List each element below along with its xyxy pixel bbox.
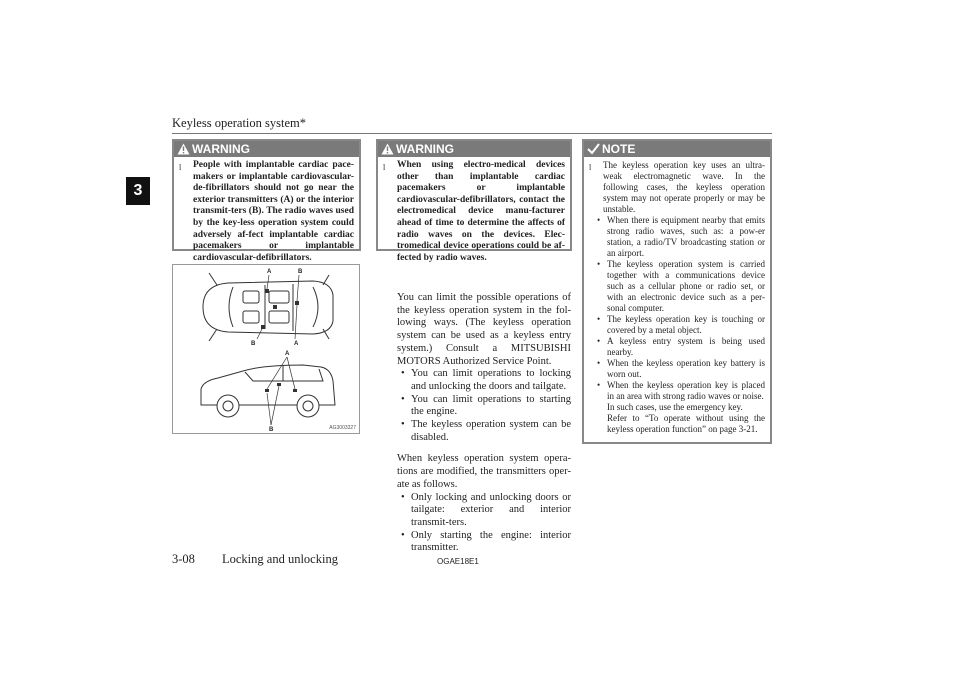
note-list-item: • When the keyless operation key is placed in an area with strong radio waves or noise. — [597, 380, 765, 401]
list-item: • You can limit operations to starting the engine. — [401, 393, 571, 418]
car-illustration — [173, 265, 359, 433]
label-a: A — [294, 341, 299, 347]
warning-header — [174, 141, 359, 157]
chapter-tab: 3 — [126, 177, 150, 205]
warning-box-pacemaker — [172, 139, 361, 263]
label-b: B — [298, 269, 303, 275]
warning-text: People with implantable cardiac pace-makers or implantable cardiovascular-de-fibrillators should not go near the exterior transmitters (A) or the interior transmit-ters (B). The radio waves used by the key-less operation system could adversely af-fect implantable cardiac pacemakers or implantable cardiovascular-defibrillators. — [193, 160, 354, 263]
note-intro: The keyless operation key uses an ultra-weak electromagnetic wave. In the following cases, the keyless operation system may not operate properly or may be unstable. — [603, 160, 765, 214]
note-header — [584, 141, 770, 157]
bullet: l — [589, 163, 592, 172]
note-list-item: • The keyless operation system is carried together with a communications device such as a cellular phone or radio set, or with an electronic device such as a per-sonal computer. — [597, 259, 765, 313]
warning-label: WARNING — [396, 142, 454, 156]
document-code: OGAE18E1 — [437, 557, 479, 566]
list-item: • Only starting the engine: interior transmitter. — [401, 529, 571, 554]
warning-box-electromedical — [376, 139, 572, 263]
section-name: Locking and unlocking — [222, 552, 338, 566]
paragraph: You can limit the possible operations of the keyless operation system in the fol-lowing ways. (The keyless operation system can be used as a keyless entry system.) Consult a MITSUBISHI MOTORS Authorized Service Point. — [397, 292, 571, 367]
note-check-icon — [587, 143, 600, 155]
paragraph: When keyless operation system opera-tions are modified, the transmitters oper-ate as follows. — [397, 453, 571, 490]
warning-header — [378, 141, 570, 157]
note-box — [582, 139, 772, 444]
header-rule — [172, 133, 772, 134]
page-number: 3-08 — [172, 552, 195, 566]
note-list-item: • The keyless operation key is touching or covered by a metal object. — [597, 314, 765, 335]
warning-triangle-icon — [177, 143, 190, 155]
list-item: • The keyless operation system can be disabled. — [401, 419, 571, 443]
bullet: l — [383, 163, 386, 172]
warning-text: When using electro-medical devices other than implantable cardiac pacemakers or implantable cardiovascular-defibrillators, contact the electromedical device manu-facturer ahead of time to determine the affects of radio waves on the devices. Elec-tromedical device operations could be af-fected by radio waves. — [397, 160, 565, 263]
page-header-title: Keyless operation system* — [172, 116, 307, 130]
label-a: A — [267, 269, 272, 275]
note-list-item: • When the keyless operation key battery is worn out. — [597, 358, 765, 379]
body-text-column — [397, 292, 571, 555]
list-item: • Only locking and unlocking doors or tailgate: exterior and interior transmit-ters. — [401, 491, 571, 528]
label-b: B — [269, 427, 274, 433]
transmitter-location-figure — [172, 264, 360, 434]
note-followup: In such cases, use the emergency key. — [607, 402, 743, 412]
note-list-item: • When there is equipment nearby that emits strong radio waves, such as: a pow-er station, a radio/TV broadcasting station or an airport. — [597, 215, 765, 258]
note-cross-reference: Refer to “To operate without using the keyless operation function” on page 3-21. — [607, 413, 765, 434]
note-label: NOTE — [602, 142, 636, 156]
warning-triangle-icon — [381, 143, 394, 155]
figure-id: AG3003327 — [329, 425, 356, 431]
warning-label: WARNING — [192, 142, 250, 156]
label-a: A — [285, 351, 290, 357]
bullet: l — [179, 163, 182, 172]
note-list-item: • A keyless entry system is being used nearby. — [597, 336, 765, 357]
label-b: B — [251, 341, 256, 347]
list-item: • You can limit operations to locking and unlocking the doors and tailgate. — [401, 368, 571, 392]
